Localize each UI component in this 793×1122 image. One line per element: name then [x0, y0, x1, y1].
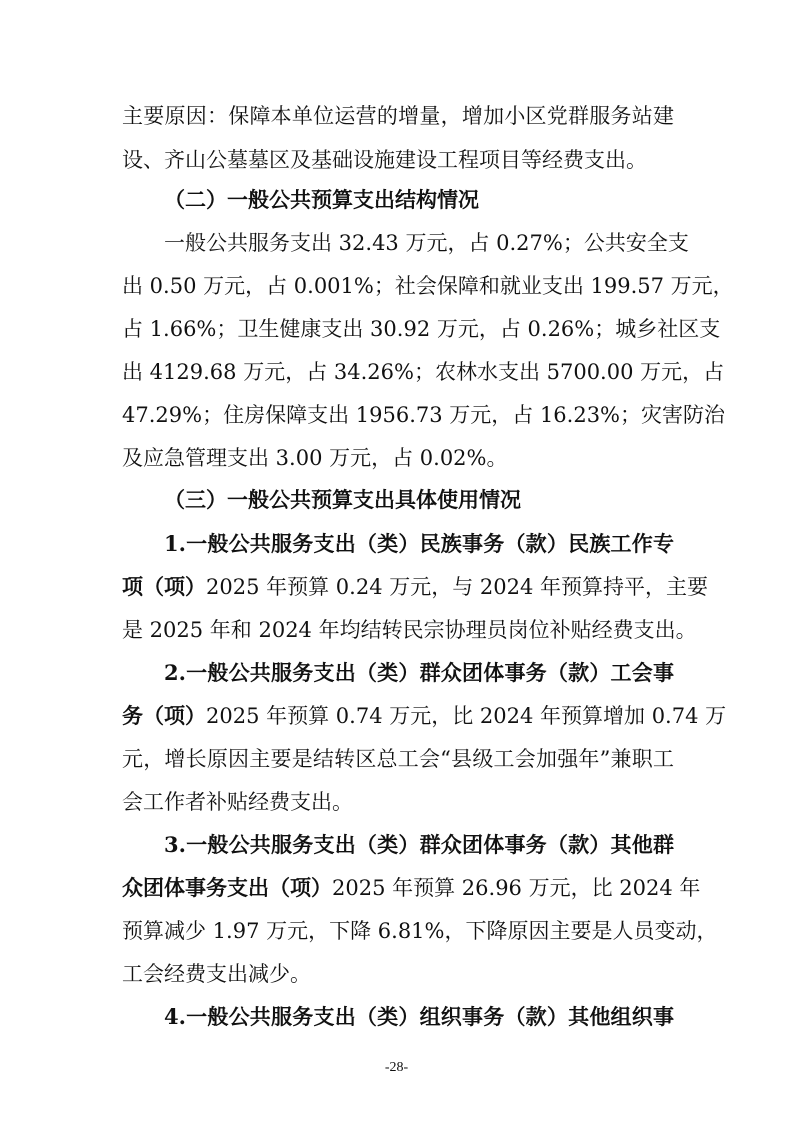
item-2-line-2 — [122, 701, 727, 731]
item-1-line-3: 是 2025 年和 2024 年均结转民宗协理员岗位补贴经费支出。 — [122, 618, 697, 642]
item-3-title: 3.一般公共服务支出（类）群众团体事务（款）其他群 — [164, 832, 674, 857]
item-2-text: 2025 年预算 0.74 万元，比 2024 年预算增加 0.74 万 — [206, 704, 727, 728]
item-2-line-4: 会工作者补贴经费支出。 — [122, 790, 353, 814]
section-2-line-2: 出 0.50 万元，占 0.001%；社会保障和就业支出 199.57 万元， — [122, 274, 734, 298]
item-1-text: 2025 年预算 0.24 万元，与 2024 年预算持平，主要 — [206, 575, 709, 599]
section-2-line-5: 47.29%；住房保障支出 1956.73 万元，占 16.23%；灾害防治 — [122, 403, 726, 427]
section-2-line-6: 及应急管理支出 3.00 万元，占 0.02%。 — [122, 446, 508, 470]
item-2-title: 2.一般公共服务支出（类）群众团体事务（款）工会事 — [164, 660, 674, 685]
item-4-title: 4.一般公共服务支出（类）组织事务（款）其他组织事 — [164, 1004, 674, 1029]
section-2-heading: （二）一般公共预算支出结构情况 — [164, 187, 479, 212]
item-3-line-3: 预算减少 1.97 万元，下降 6.81%，下降原因主要是人员变动， — [122, 919, 718, 943]
item-1-title: 1.一般公共服务支出（类）民族事务（款）民族工作专 — [164, 531, 674, 556]
intro-line-2: 设、齐山公墓墓区及基础设施建设工程项目等经费支出。 — [122, 148, 647, 172]
item-3-text: 2025 年预算 26.96 万元，比 2024 年 — [332, 876, 701, 900]
section-3-heading: （三）一般公共预算支出具体使用情况 — [164, 487, 521, 512]
item-1-line-2 — [122, 572, 709, 602]
item-3-title-tail: 众团体事务支出（项） — [122, 875, 332, 900]
item-2-title-tail: 务（项） — [122, 703, 206, 728]
item-3-line-4: 工会经费支出减少。 — [122, 962, 311, 986]
section-2-line-1: 一般公共服务支出 32.43 万元，占 0.27%；公共安全支 — [164, 231, 689, 255]
item-2-line-3: 元，增长原因主要是结转区总工会“县级工会加强年”兼职工 — [122, 747, 674, 771]
section-2-line-3: 占 1.66%；卫生健康支出 30.92 万元，占 0.26%；城乡社区支 — [122, 317, 721, 341]
intro-line-1: 主要原因：保障本单位运营的增量，增加小区党群服务站建 — [122, 104, 674, 128]
item-1-title-tail: 项（项） — [122, 574, 206, 599]
page-number: -28- — [384, 1060, 409, 1075]
section-2-line-4: 出 4129.68 万元，占 34.26%；农林水支出 5700.00 万元，占 — [122, 360, 725, 384]
item-3-line-2 — [122, 873, 701, 903]
